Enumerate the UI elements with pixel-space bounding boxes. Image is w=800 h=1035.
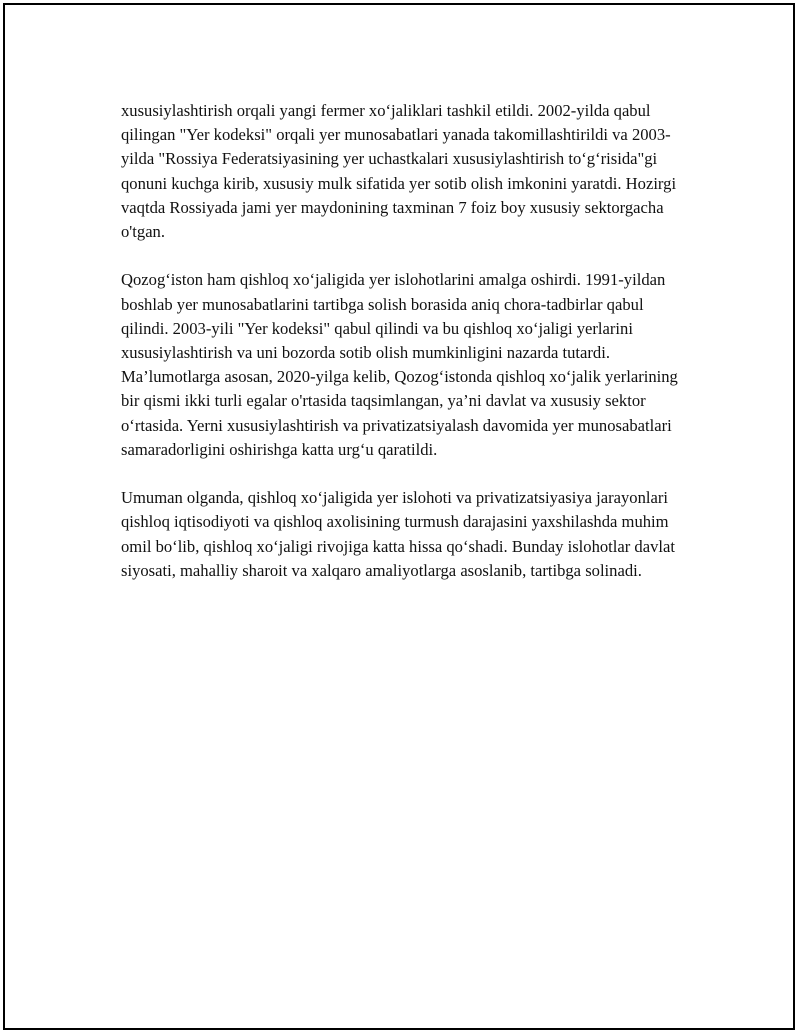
document-page: [3, 3, 795, 1030]
paragraph-1: xususiylashtirish orqali yangi fermer xo‘jaliklari tashkil etildi. 2002-yilda qabul qilingan "Yer kodeksi" orqali yer munosabatlari yanada takomillashtirildi va 2003-yilda "Rossiya Federatsiyasining yer uchastkalari xususiylashtirish to‘g‘risida"gi qonuni kuchga kirib, xususiy mulk sifatida yer sotib olish imkonini yaratdi. Hozirgi vaqtda Rossiyada jami yer maydonining taxminan 7 foiz boy xususiy sektorgacha o'tgan.: [121, 101, 677, 242]
paragraph-2: Qozog‘iston ham qishloq xo‘jaligida yer islohotlarini amalga oshirdi. 1991-yildan boshlab yer munosabatlarini tartibga solish borasida aniq chora-tadbirlar qabul qilindi. 2003-yili "Yer kodeksi" qabul qilindi va bu qishloq xo‘jaligi yerlarini xususiylashtirish va uni bozorda sotib olish mumkinligini nazarda tutardi. Ma’lumotlarga asosan, 2020-yilga kelib, Qozog‘istonda qishloq xo‘jalik yerlarining bir qismi ikki turli egalar o'rtasida taqsimlangan, ya’ni davlat va xususiy sektor o‘rtasida. Yerni xususiylashtirish va privatizatsiyalash davomida yer munosabatlari samaradorligini oshirishga katta urg‘u qaratildi.: [121, 270, 678, 459]
paragraph-3: Umuman olganda, qishloq xo‘jaligida yer islohoti va privatizatsiyasiya jarayonlari qishloq iqtisodiyoti va qishloq axolisining turmush darajasini yaxshilashda muhim omil bo‘lib, qishloq xo‘jaligi rivojiga katta hissa qo‘shadi. Bunday islohotlar davlat siyosati, mahalliy sharoit va xalqaro amaliyotlarga asoslanib, tartibga solinadi.: [121, 488, 675, 580]
document-body: [121, 99, 693, 607]
